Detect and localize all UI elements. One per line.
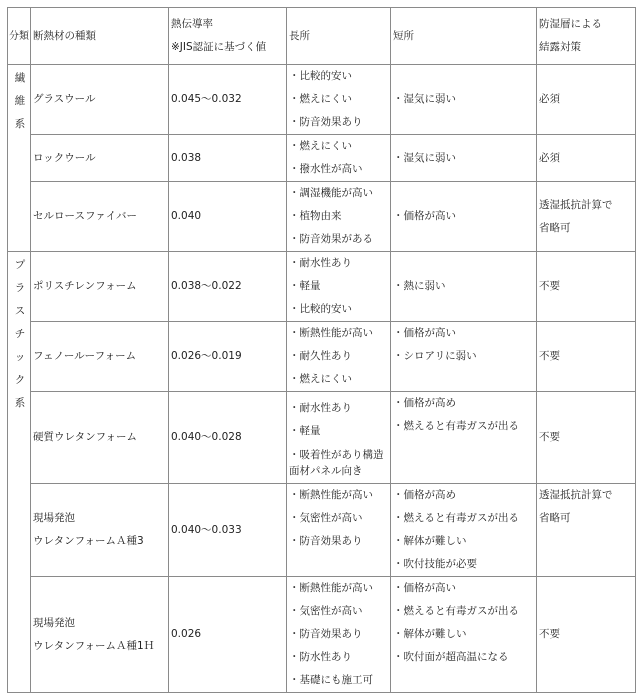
- type-line: セルロースファイバー: [33, 210, 138, 222]
- vapor-cell: [537, 484, 636, 577]
- pros-item: ・断熱性能が高い: [289, 489, 373, 501]
- cons-cell: [391, 322, 537, 392]
- cons-cell: [391, 65, 537, 135]
- pros-cell: [287, 322, 391, 392]
- pros-item: ・燃えにくい: [289, 140, 352, 152]
- pros-item: ・軽量: [289, 424, 321, 437]
- type-cell: [31, 65, 169, 135]
- type-cell: [31, 252, 169, 322]
- vapor-line: 省略可: [539, 512, 571, 524]
- vapor-line: 透湿抵抗計算で: [539, 489, 613, 501]
- pros-item: ・防水性あり: [289, 651, 352, 663]
- type-line: ポリスチレンフォーム: [33, 280, 137, 292]
- header-cons: 短所: [391, 8, 537, 65]
- category-label: 繊維系: [14, 72, 26, 130]
- pros-item: ・燃えにくい: [289, 93, 352, 105]
- pros-cell: [287, 484, 391, 577]
- cons-item: ・燃えると有毒ガスが出る: [393, 512, 519, 524]
- vapor-cell: [537, 577, 636, 693]
- pros-item: ・気密性が高い: [289, 512, 363, 524]
- type-cell: [31, 484, 169, 577]
- pros-cell: [287, 135, 391, 182]
- type-line: 現場発泡: [33, 616, 75, 629]
- insulation-comparison-table: [7, 7, 636, 693]
- header-vapor-line: 結露対策: [539, 41, 581, 53]
- cons-cell: [391, 252, 537, 322]
- pros-item: ・防音効果あり: [289, 628, 363, 640]
- pros-item: ・調湿機能が高い: [289, 187, 373, 199]
- pros-item: ・吸着性があり構造: [289, 448, 384, 461]
- header-vapor-line: 防湿層による: [539, 18, 602, 30]
- vapor-line: 透湿抵抗計算で: [539, 198, 613, 211]
- pros-item: ・燃えにくい: [289, 373, 352, 385]
- vapor-cell: [537, 322, 636, 392]
- conductivity-cell: 0.040～0.028: [169, 392, 287, 484]
- vapor-line: 不要: [539, 350, 560, 362]
- pros-item: ・植物由来: [289, 210, 342, 222]
- vapor-line: 省略可: [539, 221, 571, 234]
- pros-item: ・耐久性あり: [289, 350, 352, 362]
- pros-cell: [287, 252, 391, 322]
- type-cell: [31, 135, 169, 182]
- pros-item: ・防音効果あり: [289, 535, 363, 547]
- type-line: 現場発泡: [33, 512, 75, 524]
- vapor-line: 不要: [539, 431, 560, 443]
- conductivity-cell: 0.045～0.032: [169, 65, 287, 135]
- category-cell-fiber: [8, 65, 31, 252]
- table-row: [8, 252, 636, 322]
- cons-item: ・価格が高め: [393, 489, 456, 501]
- conductivity-cell: 0.026～0.019: [169, 322, 287, 392]
- pros-item: 面材パネル向き: [289, 464, 363, 477]
- type-cell: [31, 182, 169, 252]
- cons-item: ・湿気に弱い: [393, 93, 456, 105]
- pros-item: ・防音効果あり: [289, 116, 363, 128]
- pros-item: ・撥水性が高い: [289, 163, 363, 175]
- cons-cell: [391, 135, 537, 182]
- pros-item: ・防音効果がある: [289, 233, 373, 245]
- type-line: ウレタンフォームＡ種3: [33, 535, 144, 547]
- cons-item: ・価格が高め: [393, 397, 456, 409]
- cons-cell: [391, 484, 537, 577]
- vapor-cell: [537, 392, 636, 484]
- type-cell: [31, 392, 169, 484]
- pros-item: ・比較的安い: [289, 303, 352, 315]
- cons-item: ・燃えると有毒ガスが出る: [393, 605, 519, 617]
- category-label: プラスチック系: [14, 259, 26, 409]
- vapor-line: 不要: [539, 628, 560, 640]
- cons-item: ・解体が難しい: [393, 535, 467, 547]
- vapor-cell: [537, 65, 636, 135]
- type-line: ロックウール: [33, 151, 96, 164]
- pros-item: ・断熱性能が高い: [289, 582, 373, 594]
- cons-item: ・熱に弱い: [393, 280, 446, 292]
- cons-cell: [391, 182, 537, 252]
- table-row: [8, 577, 636, 693]
- cons-item: ・価格が高い: [393, 582, 456, 594]
- vapor-cell: [537, 135, 636, 182]
- cons-item: ・湿気に弱い: [393, 151, 456, 164]
- cons-item: ・価格が高い: [393, 210, 456, 222]
- header-conductivity-note: ※JIS認証に基づく値: [171, 41, 267, 53]
- cons-cell: [391, 577, 537, 693]
- cons-item: ・吹付技能が必要: [393, 558, 477, 570]
- pros-item: ・耐水性あり: [289, 401, 352, 414]
- vapor-cell: [537, 252, 636, 322]
- type-cell: [31, 322, 169, 392]
- vapor-line: 不要: [539, 280, 560, 292]
- table-row: [8, 65, 636, 135]
- cons-item: ・価格が高い: [393, 327, 456, 339]
- vapor-cell: [537, 182, 636, 252]
- header-pros: 長所: [287, 8, 391, 65]
- table-header-row: [8, 8, 636, 65]
- table-row: [8, 182, 636, 252]
- conductivity-cell: 0.040: [169, 182, 287, 252]
- conductivity-cell: 0.038～0.022: [169, 252, 287, 322]
- type-cell: [31, 577, 169, 693]
- pros-item: ・基礎にも施工可: [289, 674, 373, 686]
- pros-cell: [287, 65, 391, 135]
- category-cell-plastic: [8, 252, 31, 693]
- pros-cell: [287, 577, 391, 693]
- pros-item: ・断熱性能が高い: [289, 327, 373, 339]
- pros-item: ・耐水性あり: [289, 257, 352, 269]
- cons-item: ・吹付面が超高温になる: [393, 651, 509, 663]
- table-row: [8, 392, 636, 484]
- table-row: [8, 135, 636, 182]
- header-category: 分類: [8, 8, 31, 65]
- vapor-line: 必須: [539, 151, 560, 164]
- table-row: [8, 322, 636, 392]
- header-conductivity-line: 熱伝導率: [171, 18, 213, 30]
- cons-item: ・解体が難しい: [393, 628, 467, 640]
- pros-cell: [287, 182, 391, 252]
- cons-item: ・シロアリに弱い: [393, 350, 477, 362]
- header-conductivity: [169, 8, 287, 65]
- pros-cell: [287, 392, 391, 484]
- pros-item: ・気密性が高い: [289, 605, 363, 617]
- type-line: フェノールーフォーム: [33, 350, 137, 362]
- type-line: 硬質ウレタンフォーム: [33, 431, 138, 443]
- cons-item: ・燃えると有毒ガスが出る: [393, 420, 519, 432]
- header-vapor: [537, 8, 636, 65]
- conductivity-cell: 0.040～0.033: [169, 484, 287, 577]
- header-type: 断熱材の種類: [31, 8, 169, 65]
- pros-item: ・比較的安い: [289, 70, 352, 82]
- vapor-line: 必須: [539, 93, 560, 105]
- conductivity-cell: 0.026: [169, 577, 287, 693]
- cons-cell: [391, 392, 537, 484]
- type-line: ウレタンフォームＡ種1Ｈ: [33, 639, 155, 652]
- table-row: [8, 484, 636, 577]
- pros-item: ・軽量: [289, 280, 321, 292]
- type-line: グラスウール: [33, 93, 96, 105]
- conductivity-cell: 0.038: [169, 135, 287, 182]
